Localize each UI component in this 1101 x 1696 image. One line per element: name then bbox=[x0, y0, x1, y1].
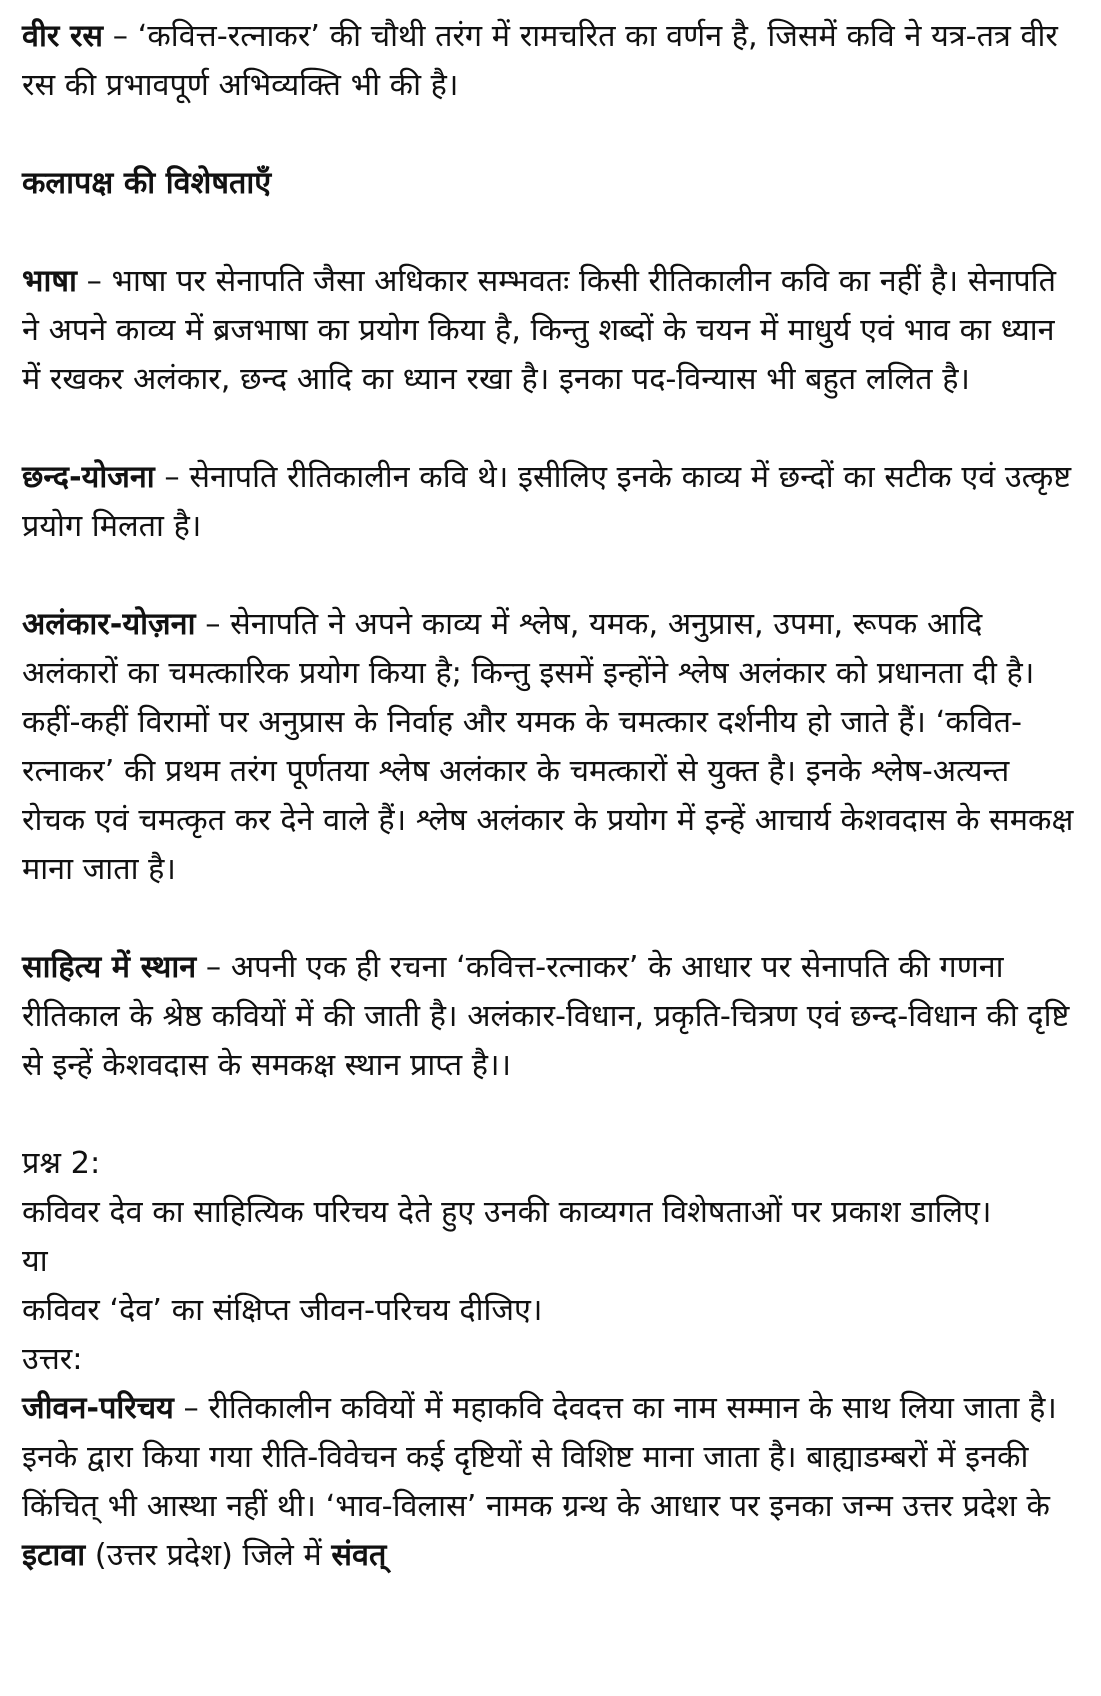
text-alankar: – सेनापति ने अपने काव्य में श्लेष, यमक, अनुप्रास, उपमा, रूपक आदि अलंकारों का चमत्कारिक प्रयोग किया है; किन्तु इसमें इन्होंने श्लेष अलंकार को प्रधानता दी है। कहीं-कहीं विरामों पर अनुप्रास के निर्वाह और यमक के चमत्कार दर्शनीय हो जाते हैं। ‘कवित-रत्नाकर’ की प्रथम तरंग पूर्णतया श्लेष अलंकार के चमत्कारों से युक्त है। इनके श्लेष-अत्यन्त रोचक एवं चमत्कृत कर देने वाले हैं। श्लेष अलंकार के प्रयोग में इन्हें आचार्य केशवदास के समकक्ष माना जाता है। bbox=[22, 607, 1074, 887]
heading-sthan: साहित्य में स्थान bbox=[22, 950, 197, 985]
samvat: संवत् bbox=[331, 1538, 387, 1573]
paragraph-chhand bbox=[22, 453, 1082, 551]
text-jeevan: – रीतिकालीन कवियों में महाकवि देवदत्त का नाम सम्मान के साथ लिया जाता है। इनके द्वारा किया गया रीति-विवेचन कई दृष्टियों से विशिष्ट माना जाता है। बाह्याडम्बरों में इनकी किंचित् भी आस्था नहीं थी। ‘भाव-विलास’ नामक ग्रन्थ के आधार पर इनका जन्म उत्तर प्रदेश के bbox=[22, 1391, 1057, 1524]
text-jeevan-after: (उत्तर प्रदेश) जिले में bbox=[85, 1538, 332, 1573]
answer-label: उत्तर: bbox=[22, 1342, 83, 1377]
paragraph-jeevan bbox=[22, 1384, 1082, 1580]
paragraph-veer-ras bbox=[22, 12, 1082, 110]
heading-jeevan: जीवन-परिचय bbox=[22, 1391, 174, 1426]
heading-kalapaksh-text: कलापक्ष की विशेषताएँ bbox=[22, 166, 272, 201]
question-text-1: कविवर देव का साहित्यिक परिचय देते हुए उनकी काव्यगत विशेषताओं पर प्रकाश डालिए। bbox=[22, 1195, 992, 1230]
document-page bbox=[22, 12, 1082, 1580]
text-veer-ras: – ‘कवित्त-रत्नाकर’ की चौथी तरंग में रामचरित का वर्णन है, जिसमें कवि ने यत्र-तत्र वीर रस की प्रभावपूर्ण अभिव्यक्ति भी की है। bbox=[22, 19, 1058, 103]
paragraph-sthan bbox=[22, 943, 1082, 1090]
heading-bhasha: भाषा bbox=[22, 264, 77, 299]
place-etawah: इटावा bbox=[22, 1538, 86, 1573]
heading-alankar: अलंकार-योज़ना bbox=[22, 607, 196, 642]
heading-veer-ras: वीर रस bbox=[22, 19, 104, 54]
question-label: प्रश्न 2: bbox=[22, 1146, 101, 1181]
question-or: या bbox=[22, 1244, 48, 1279]
question-text-2: कविवर ‘देव’ का संक्षिप्त जीवन-परिचय दीजिए। bbox=[22, 1293, 543, 1328]
paragraph-alankar bbox=[22, 600, 1082, 894]
heading-chhand: छन्द-योजना bbox=[22, 460, 155, 495]
heading-kalapaksh bbox=[22, 159, 1082, 208]
text-sthan: – अपनी एक ही रचना ‘कवित्त-रत्नाकर’ के आधार पर सेनापति की गणना रीतिकाल के श्रेष्ठ कवियों में की जाती है। अलंकार-विधान, प्रकृति-चित्रण एवं छन्द-विधान की दृष्टि से इन्हें केशवदास के समकक्ष स्थान प्राप्त है।। bbox=[22, 950, 1070, 1083]
text-bhasha: – भाषा पर सेनापति जैसा अधिकार सम्भवतः किसी रीतिकालीन कवि का नहीं है। सेनापति ने अपने काव्य में ब्रजभाषा का प्रयोग किया है, किन्तु शब्दों के चयन में माधुर्य एवं भाव का ध्यान में रखकर अलंकार, छन्द आदि का ध्यान रखा है। इनका पद-विन्यास भी बहुत ललित है। bbox=[22, 264, 1056, 397]
text-chhand: – सेनापति रीतिकालीन कवि थे। इसीलिए इनके काव्य में छन्दों का सटीक एवं उत्कृष्ट प्रयोग मिलता है। bbox=[22, 460, 1072, 544]
paragraph-bhasha bbox=[22, 257, 1082, 404]
